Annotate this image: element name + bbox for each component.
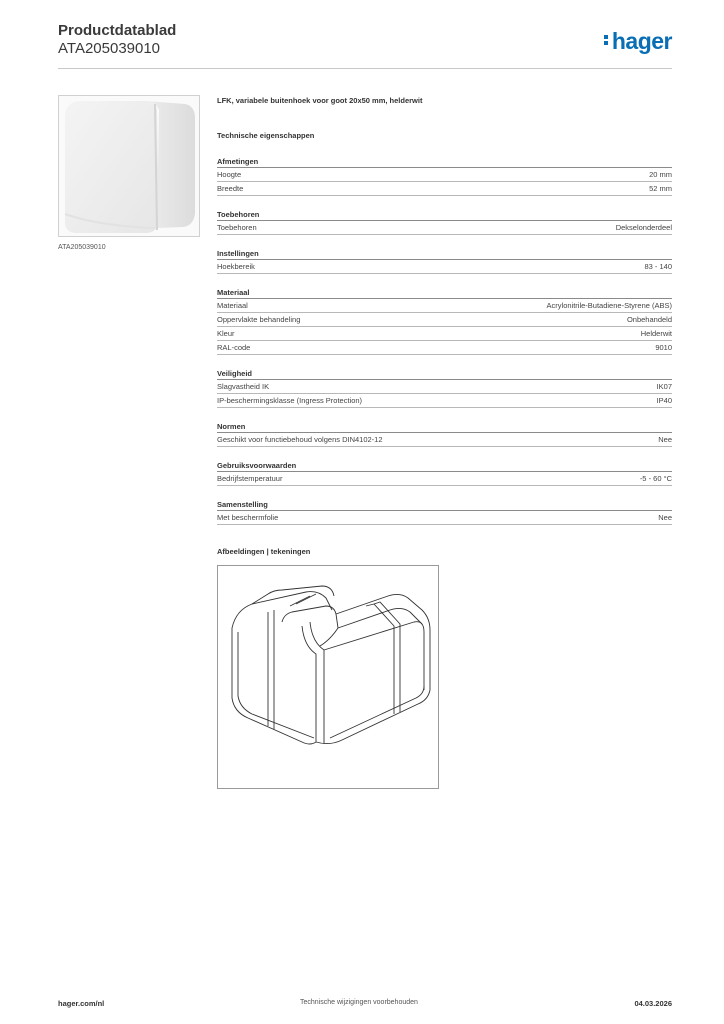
spec-label: Slagvastheid IK [217,382,270,391]
hager-logo[interactable] [604,28,672,55]
spec-label: Breedte [217,184,244,193]
spec-value: 52 mm [649,184,672,193]
spec-group [217,461,672,486]
spec-value: Nee [658,435,672,444]
spec-value: 83 - 140 [644,262,672,271]
spec-group-title: Instellingen [217,249,672,260]
spec-group-title: Veiligheid [217,369,672,380]
spec-row [217,313,672,327]
spec-value: Acrylonitrile-Butadiene-Styrene (ABS) [546,301,672,310]
spec-row [217,511,672,525]
spec-group [217,288,672,355]
spec-group-title: Afmetingen [217,157,672,168]
spec-value: Helderwit [640,329,672,338]
spec-label: Toebehoren [217,223,257,232]
spec-value: -5 - 60 °C [639,474,672,483]
spec-group-title: Samenstelling [217,500,672,511]
spec-label: Met beschermfolie [217,513,279,522]
spec-label: Kleur [217,329,235,338]
spec-row [217,472,672,486]
spec-value: 20 mm [649,170,672,179]
spec-group [217,210,672,235]
spec-label: Oppervlakte behandeling [217,315,301,324]
spec-label: RAL-code [217,343,251,352]
spec-group [217,422,672,447]
page-header [58,22,672,70]
spec-row [217,182,672,196]
spec-group-title: Materiaal [217,288,672,299]
product-photo [58,95,200,237]
header-divider [58,68,672,69]
spec-column [217,96,672,556]
spec-value: IP40 [656,396,672,405]
spec-group [217,500,672,525]
spec-label: Geschikt voor functiebehoud volgens DIN4102-12 [217,435,383,444]
spec-group [217,369,672,408]
spec-groups [217,157,672,525]
footer-website[interactable]: hager.com/nl [58,999,105,1008]
logo-text: hager [611,28,672,54]
spec-group-title: Normen [217,422,672,433]
spec-label: Hoogte [217,170,242,179]
technical-drawing [217,565,439,789]
spec-label: Hoekbereik [217,262,255,271]
spec-value: Onbehandeld [626,315,672,324]
footer-disclaimer: Technische wijzigingen voorbehouden [300,999,418,1006]
footer-date: 04.03.2026 [634,999,672,1008]
spec-group [217,249,672,274]
section-title: Technische eigenschappen [217,131,315,140]
spec-row [217,327,672,341]
spec-label: Materiaal [217,301,248,310]
spec-row [217,433,672,447]
spec-group-title: Gebruiksvoorwaarden [217,461,672,472]
spec-label: IP-beschermingsklasse (Ingress Protection) [217,396,363,405]
spec-group [217,157,672,196]
spec-row [217,168,672,182]
spec-value: Nee [658,513,672,522]
product-name: LFK, variabele buitenhoek voor goot 20x50 mm, helderwit [217,96,423,105]
images-title: Afbeeldingen | tekeningen [217,547,311,556]
spec-row [217,341,672,355]
spec-label: Bedrijfstemperatuur [217,474,283,483]
spec-row [217,221,672,235]
spec-row [217,260,672,274]
spec-row [217,394,672,408]
spec-value: IK07 [656,382,672,391]
logo-dots-icon [604,33,610,47]
photo-caption: ATA205039010 [58,244,106,251]
document-title: Productdatablad [58,22,177,39]
product-photo-icon [59,96,200,237]
spec-row [217,380,672,394]
product-code: ATA205039010 [58,40,161,57]
spec-value: Dekselonderdeel [615,223,672,232]
corner-drawing-icon [218,566,440,790]
spec-row [217,299,672,313]
spec-value: 9010 [655,343,672,352]
spec-group-title: Toebehoren [217,210,672,221]
